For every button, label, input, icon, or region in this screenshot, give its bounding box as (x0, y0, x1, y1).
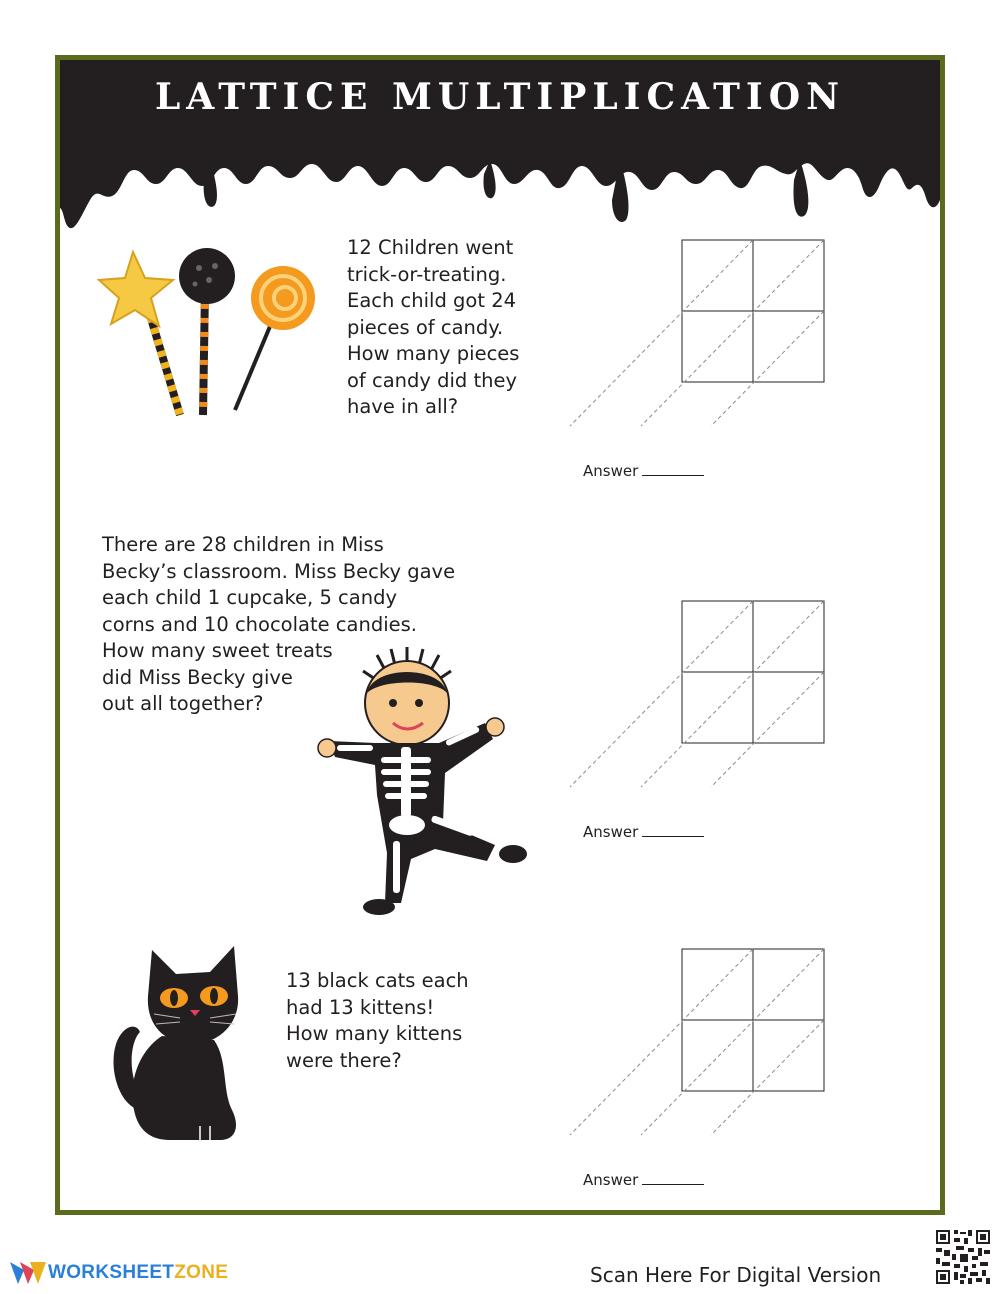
lattice-grid-1[interactable] (565, 238, 835, 428)
skeleton-kid-illustration (315, 645, 530, 920)
lollipops-illustration (95, 240, 325, 420)
black-cat-icon (113, 946, 238, 1140)
answer-blank[interactable] (642, 826, 704, 837)
skeleton-kid-icon (318, 647, 527, 915)
answer-label: Answer (583, 462, 639, 480)
brand-name-part1: WORKSHEET (48, 1262, 175, 1283)
answer-3[interactable] (583, 1171, 704, 1189)
answer-blank[interactable] (642, 465, 704, 476)
answer-label: Answer (583, 823, 639, 841)
answer-label: Answer (583, 1171, 639, 1189)
brand-name-part2: ZONE (174, 1262, 229, 1283)
problem-3-text: 13 black cats each had 13 kittens! How many kittens were there? (286, 969, 469, 1072)
answer-blank[interactable] (642, 1174, 704, 1185)
star-wand-icon (99, 252, 180, 415)
problem-2-text: There are 28 children in Miss Becky’s classroom. Miss Becky gave each child 1 cupcake, 5 candy corns and 10 chocolate candies. How many sweet treats did Miss Becky give out all together? (102, 533, 456, 715)
worksheet-frame (55, 55, 945, 1215)
answer-2[interactable] (583, 823, 704, 841)
lattice-grid-2[interactable] (565, 599, 835, 789)
lattice-grid-3[interactable] (565, 947, 835, 1137)
brand-logo[interactable] (8, 1258, 228, 1288)
worksheet-title: LATTICE MULTIPLICATION (154, 76, 846, 118)
qr-code-icon[interactable] (932, 1226, 994, 1288)
black-cat-illustration (110, 940, 260, 1145)
problem-1-text: 12 Children went trick-or-treating. Each child got 24 pieces of candy. How many pieces of candy did they have in all? (347, 236, 520, 418)
scan-instruction: Scan Here For Digital Version (590, 1263, 882, 1287)
worksheetzone-logo-icon (8, 1258, 48, 1288)
answer-1[interactable] (583, 462, 704, 480)
brand-name (48, 1262, 228, 1284)
black-lollipop-icon (179, 248, 235, 415)
orange-swirl-lollipop-icon (235, 266, 315, 410)
